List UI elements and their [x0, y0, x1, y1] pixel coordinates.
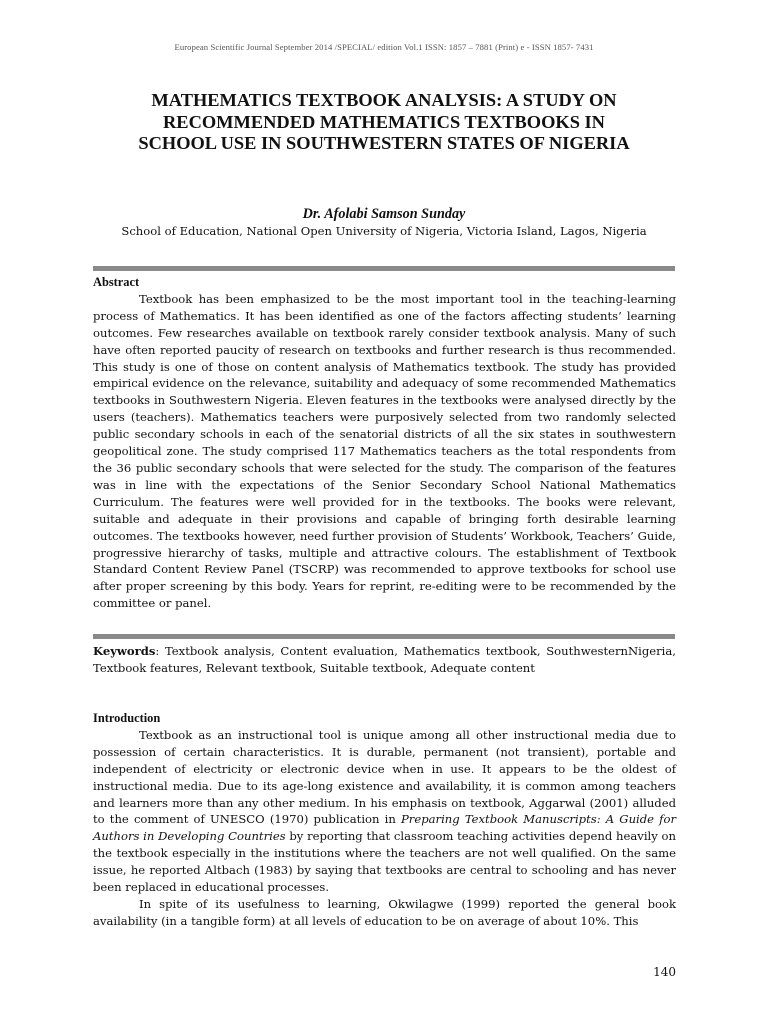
author-name: Dr. Afolabi Samson Sunday [302, 206, 466, 222]
introduction-paragraph-2: In spite of its usefulness to learning, Okwilagwe (1999) reported the general book availability (in a tangible form) at all levels of education to be on average of about 10%. This [93, 896, 676, 928]
abstract-top-rule [93, 266, 675, 271]
keywords-section [93, 643, 676, 677]
abstract-heading: Abstract [93, 275, 140, 289]
intro-p1-book-title: Preparing Textbook Manuscripts: A Guide for Authors in Developing Countries [93, 812, 676, 844]
introduction-paragraph-1 [93, 727, 676, 896]
keywords-text: : Textbook analysis, Content evaluation, Mathematics textbook, SouthwesternNigeria, Textbook features, Relevant textbook, Suitable textbook, Adequate content [93, 644, 676, 675]
abstract-section [93, 274, 676, 612]
page-number: 140 [653, 965, 676, 979]
title-line-2: RECOMMENDED MATHEMATICS TEXTBOOKS IN [163, 111, 605, 132]
journal-header: European Scientific Journal September 2014 /SPECIAL/ edition Vol.1 ISSN: 1857 – 7881 (Print) e - ISSN 1857- 7431 [174, 42, 594, 52]
keywords-top-rule [93, 634, 675, 639]
intro-p1-part1: Textbook as an instructional tool is unique among all other instructional media due to possession of certain characteristics. It is durable, permanent (not transient), portable and independent of electricity or electronic device when in use. It appears to be the oldest of instructional media. Due to its age-long existence and availability, it is common among teachers and learners more than any other medium. In his emphasis on textbook, Aggarwal (2001) alluded to the comment of UNESCO (1970) publication in [93, 727, 676, 827]
abstract-text: Textbook has been emphasized to be the most important tool in the teaching-learning process of Mathematics. It has been identified as one of the factors affecting students’ learning outcomes. Few researches available on textbook rarely consider textbook analysis. Many of such have often reported paucity of research on textbooks and further research is thus recommended. This study is one of those on content analysis of Mathematics textbook. The study has provided empirical evidence on the relevance, suitability and adequacy of some recommended Mathematics textbooks in Southwestern Nigeria. Eleven features in the textbooks were analysed directly by the users (teachers). Mathematics teachers were purposively selected from two randomly selected public secondary schools in each of the senatorial districts of all the six states in southwestern geopolitical zone. The study comprised 117 Mathematics teachers as the total respondents from the 36 public secondary schools that were selected for the study. The comparison of the features was in line with the expectations of the Senior Secondary School National Mathematics Curriculum. The features were well provided for in the textbooks. The books were relevant, suitable and adequate in their provisions and capable of bringing forth desirable learning outcomes. The textbooks however, need further provision of Students’ Workbook, Teachers’ Guide, progressive hierarchy of tasks, multiple and attractive colours. The establishment of Textbook Standard Content Review Panel (TSCRP) was recommended to approve textbooks for school use after proper screening by this body. Years for reprint, re-editing were to be recommended by the committee or panel. [93, 291, 676, 611]
title-line-3: SCHOOL USE IN SOUTHWESTERN STATES OF NIGERIA [138, 133, 630, 153]
paper-title [60, 90, 708, 155]
author-affiliation: School of Education, National Open University of Nigeria, Victoria Island, Lagos, Nigeria [121, 224, 647, 238]
title-line-1: MATHEMATICS TEXTBOOK ANALYSIS: A STUDY ON [151, 90, 617, 110]
introduction-heading: Introduction [93, 711, 161, 725]
keywords-label: Keywords [93, 644, 156, 658]
introduction-section [93, 710, 676, 930]
intro-p1-part2: by reporting that classroom teaching activities depend heavily on the textbook especially in the institutions where the teachers are not well qualified. On the same issue, he reported Altbach (1983) by saying that textbooks are central to schooling and has never been replaced in educational processes. [93, 829, 676, 895]
